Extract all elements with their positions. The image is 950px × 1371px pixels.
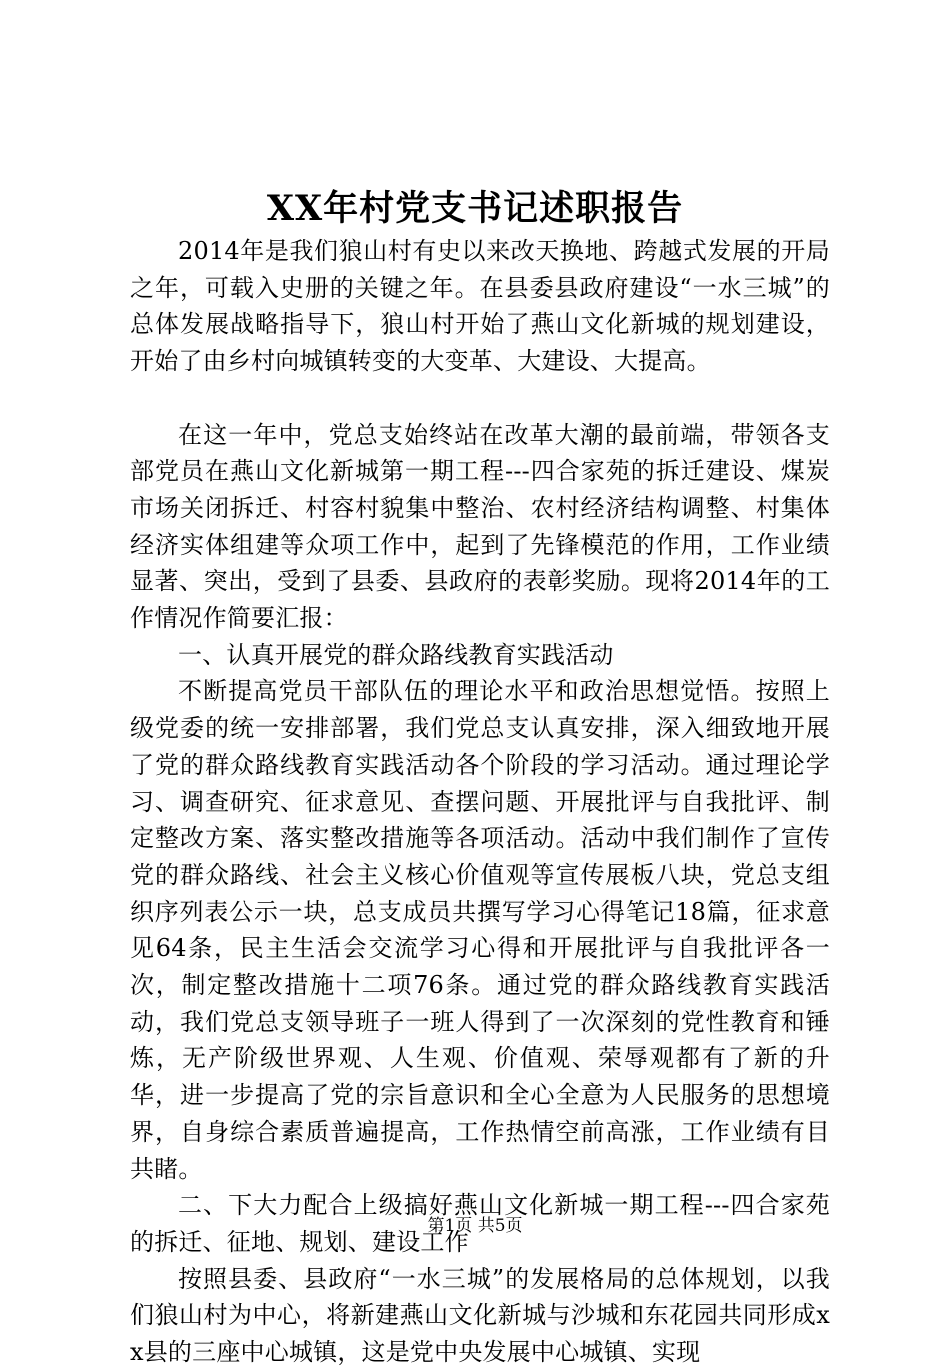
section-heading-1: 一、认真开展党的群众路线教育实践活动 [178, 640, 614, 669]
paragraph-intro: 2014年是我们狼山村有史以来改天换地、跨越式发展的开局之年，可载入史册的关键之年。在县委县政府建设“一水三城”的总体发展战略指导下，狼山村开始了燕山文化新城的规划建设，开始了由乡村向城镇转变的大变革、大建设、大提高。 [130, 237, 830, 376]
paragraph-spacer [130, 380, 830, 417]
section-heading-2: 二、下大力配合上级搞好燕山文化新城一期工程---四合家苑的拆迁、征地、规划、建设工作 [130, 1191, 830, 1256]
paragraph-section-2: 按照县委、县政府“一水三城”的发展格局的总体规划，以我们狼山村为中心，将新建燕山文化新城与沙城和东花园共同形成xx县的三座中心城镇，这是党中央发展中心城镇、实现 [130, 1264, 830, 1367]
document-body [130, 233, 830, 1371]
page-footer: 第1页 共5页 [427, 1216, 523, 1236]
paragraph-overview: 在这一年中，党总支始终站在改革大潮的最前端，带领各支部党员在燕山文化新城第一期工程---四合家苑的拆迁建设、煤炭市场关闭拆迁、村容村貌集中整治、农村经济结构调整、村集体经济实体组建等众项工作中，起到了先锋模范的作用，工作业绩显著、突出，受到了县委、县政府的表彰奖励。现将2014年的工作情况作简要汇报： [130, 420, 830, 633]
document-title: XX年村党支书记述职报告 [266, 188, 684, 229]
paragraph-section-1: 不断提高党员干部队伍的理论水平和政治思想觉悟。按照上级党委的统一安排部署，我们党总支认真安排，深入细致地开展了党的群众路线教育实践活动各个阶段的学习活动。通过理论学习、调查研究、征求意见、查摆问题、开展批评与自我批评、制定整改方案、落实整改措施等各项活动。活动中我们制作了宣传党的群众路线、社会主义核心价值观等宣传展板八块，党总支组织序列表公示一块，总支成员共撰写学习心得笔记18篇，征求意见64条，民主生活会交流学习心得和开展批评与自我批评各一次，制定整改措施十二项76条。通过党的群众路线教育实践活动，我们党总支领导班子一班人得到了一次深刻的党性教育和锤炼，无产阶级世界观、人生观、价值观、荣辱观都有了新的升华，进一步提高了党的宗旨意识和全心全意为人民服务的思想境界，自身综合素质普遍提高，工作热情空前高涨，工作业绩有目共睹。 [130, 677, 830, 1183]
